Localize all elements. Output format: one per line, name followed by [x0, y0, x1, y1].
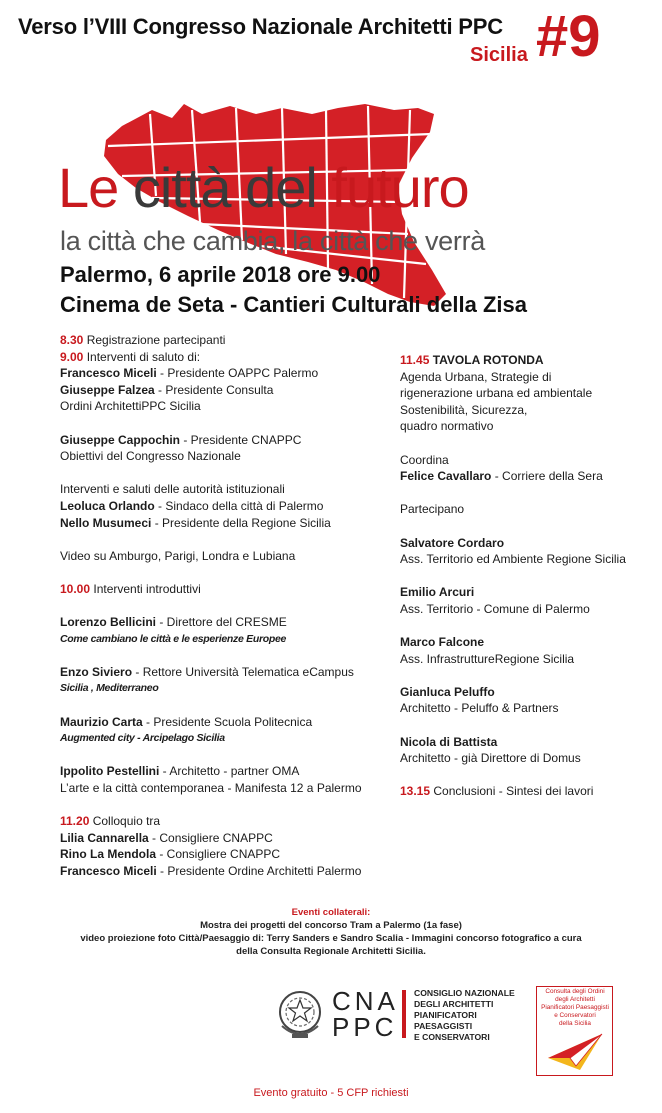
speaker-role: - Presidente Scuola Politecnica — [142, 714, 313, 729]
speaker-line — [60, 614, 362, 631]
program-text: Sostenibilità, Sicurezza, — [400, 402, 528, 417]
header-title: Verso l’VIII Congresso Nazionale Architetti PPC — [18, 14, 503, 39]
speaker-line — [60, 846, 362, 863]
speaker-name: Marco Falcone — [400, 635, 485, 650]
speaker-name: Leoluca Orlando — [60, 498, 155, 513]
speaker-role: Architetto - Peluffo & Partners — [400, 701, 559, 716]
program-right-column — [400, 352, 626, 800]
collateral-events-line: Mostra dei progetti del concorso Tram a Palermo (1a fase) — [200, 920, 462, 931]
speaker-role: - Consigliere CNAPPC — [148, 830, 273, 845]
collateral-events-line: della Consulta Regionale Architetti Sicilia. — [236, 946, 426, 957]
speaker-line — [60, 664, 362, 681]
program-line — [400, 783, 626, 800]
program-text: Colloquio tra — [89, 814, 161, 829]
speaker-line — [400, 468, 626, 485]
speaker-name: Felice Cavallaro — [400, 469, 492, 484]
event-date: Palermo, 6 aprile 2018 ore 9.00 — [60, 262, 381, 287]
main-title-part-2: città del — [132, 156, 317, 219]
collateral-events-line: video proiezione foto Città/Paesaggio di: Terry Sanders e Sandro Scalia - Immagini concorso fotografico a cura — [80, 933, 582, 944]
speaker-role: - Presidente OAPPC Palermo — [156, 366, 319, 381]
paper-plane-icon — [540, 1028, 610, 1076]
program-time: 11.45 — [400, 353, 430, 367]
speaker-role: - Presidente della Regione Sicilia — [151, 515, 331, 530]
program-left-column — [60, 332, 362, 880]
program-time: 11.20 — [60, 814, 90, 829]
speaker-name: Salvatore Cordaro — [400, 535, 505, 550]
speaker-name: Maurizio Carta — [60, 714, 143, 729]
program-time: 8.30 — [60, 333, 84, 347]
program-text: Interventi di saluto di: — [83, 349, 201, 364]
speaker-line — [60, 714, 362, 731]
italian-republic-emblem-icon — [276, 986, 324, 1042]
speaker-role: - Architetto - partner OMA — [159, 764, 300, 779]
speaker-role: - Sindaco della città di Palermo — [154, 498, 324, 513]
collateral-events-heading: Eventi collaterali: — [291, 907, 371, 918]
program-text: Conclusioni - Sintesi dei lavori — [430, 784, 594, 799]
speaker-line — [60, 863, 362, 880]
speaker-role: - Direttore del CRESME — [156, 615, 287, 630]
speaker-name: Rino La Mendola — [60, 847, 156, 862]
speaker-name: Nicola di Battista — [400, 734, 498, 749]
consulta-logo-line: della Sicilia — [559, 1020, 591, 1027]
consulta-logo-line: degli Architetti — [555, 996, 595, 1003]
speaker-name: Francesco Miceli — [60, 366, 157, 381]
program-line — [60, 332, 362, 349]
footer-note: Evento gratuito - 5 CFP richiesti — [253, 1087, 409, 1099]
collateral-events — [0, 906, 662, 958]
speaker-name: Enzo Siviero — [60, 664, 133, 679]
speaker-name: Giuseppe Falzea — [60, 382, 155, 397]
consulta-logo-line: Pianificatori Paesaggisti e Conservatori — [541, 1004, 609, 1019]
main-title — [58, 156, 469, 219]
cnappc-logo — [332, 988, 399, 1040]
program-line — [400, 352, 626, 369]
program-text: rigenerazione urbana ed ambientale — [400, 386, 593, 401]
speaker-role: Ass. InfrastruttureRegione Sicilia — [400, 651, 575, 666]
speaker-name: Nello Musumeci — [60, 515, 152, 530]
speaker-role: - Presidente CNAPPC — [180, 432, 302, 447]
council-name-line: PAESAGGISTI — [414, 1021, 473, 1031]
speaker-line — [60, 365, 362, 382]
speaker-role: - Presidente Consulta — [154, 382, 274, 397]
speaker-role: Ass. Territorio ed Ambiente Regione Sicilia — [400, 552, 626, 567]
speaker-name: Ippolito Pestellini — [60, 764, 160, 779]
program-time: 13.15 — [400, 784, 431, 799]
speaker-role: Ass. Territorio - Comune di Palermo — [400, 601, 590, 616]
speaker-name: Gianluca Peluffo — [400, 684, 495, 699]
speaker-name: Emilio Arcuri — [400, 585, 475, 600]
speaker-line — [60, 382, 362, 399]
speaker-line — [60, 498, 362, 515]
council-name-line: DEGLI ARCHITETTI — [414, 999, 494, 1009]
program-text: Agenda Urbana, Strategie di — [400, 369, 552, 384]
speaker-name: Lorenzo Bellicini — [60, 615, 157, 630]
program-line — [60, 813, 362, 830]
speaker-name: Lilia Cannarella — [60, 830, 149, 845]
speaker-line — [60, 515, 362, 532]
council-name-line: E CONSERVATORI — [414, 1032, 490, 1042]
program-text: quadro normativo — [400, 419, 494, 434]
cnappc-logo-top: CNA — [332, 986, 399, 1016]
talk-title: Come cambiano le città e le esperienze Europee — [60, 632, 287, 645]
speaker-role: Architetto - già Direttore di Domus — [400, 751, 581, 766]
edition-number: #9 — [536, 4, 601, 69]
program-text: TAVOLA ROTONDA — [429, 353, 544, 367]
program-text: Interventi e saluti delle autorità istituzionali — [60, 482, 285, 497]
logo-divider — [402, 990, 406, 1038]
program-text: Video su Amburgo, Parigi, Londra e Lubiana — [60, 548, 296, 563]
speaker-line — [60, 763, 362, 780]
program-text: Ordini ArchitettiPPC Sicilia — [60, 399, 201, 414]
program-text: Interventi introduttivi — [90, 581, 201, 596]
program-time: 10.00 — [60, 581, 91, 596]
speaker-role: - Corriere della Sera — [491, 469, 603, 484]
program-line — [60, 581, 362, 598]
cnappc-logo-bottom: PPC — [332, 1012, 398, 1042]
talk-title: Augmented city - Arcipelago Sicilia — [60, 732, 225, 745]
program-text: Partecipano — [400, 502, 465, 517]
speaker-role: - Consigliere CNAPPC — [156, 847, 281, 862]
subtitle: la città che cambia, la città che verrà — [60, 226, 485, 256]
program-line — [60, 349, 362, 366]
consulta-logo-line: Consulta degli Ordini — [545, 988, 605, 995]
consulta-logo — [540, 988, 610, 1079]
talk-title: Sicilia , Mediterraneo — [60, 682, 159, 695]
program-text: Registrazione partecipanti — [83, 333, 226, 347]
main-title-part-3: futuro — [316, 156, 469, 219]
speaker-role: - Rettore Università Telematica eCampus — [132, 664, 354, 679]
council-name-line: PIANIFICATORI — [414, 1010, 477, 1020]
header-region: Sicilia — [470, 44, 528, 66]
speaker-name: Francesco Miceli — [60, 864, 157, 878]
speaker-name: Giuseppe Cappochin — [60, 432, 181, 447]
program-text: L’arte e la città contemporanea - Manifesta 12 a Palermo — [60, 781, 362, 796]
speaker-line — [60, 432, 362, 449]
program-text: Coordina — [400, 452, 449, 467]
main-title-part-1: Le — [58, 156, 133, 219]
council-name — [414, 988, 515, 1043]
event-venue: Cinema de Seta - Cantieri Culturali della Zisa — [60, 292, 528, 317]
speaker-line — [60, 830, 362, 847]
speaker-role: - Presidente Ordine Architetti Palermo — [156, 864, 362, 878]
program-time: 9.00 — [60, 349, 84, 364]
program-text: Obiettivi del Congresso Nazionale — [60, 449, 241, 464]
council-name-line: CONSIGLIO NAZIONALE — [414, 988, 515, 998]
